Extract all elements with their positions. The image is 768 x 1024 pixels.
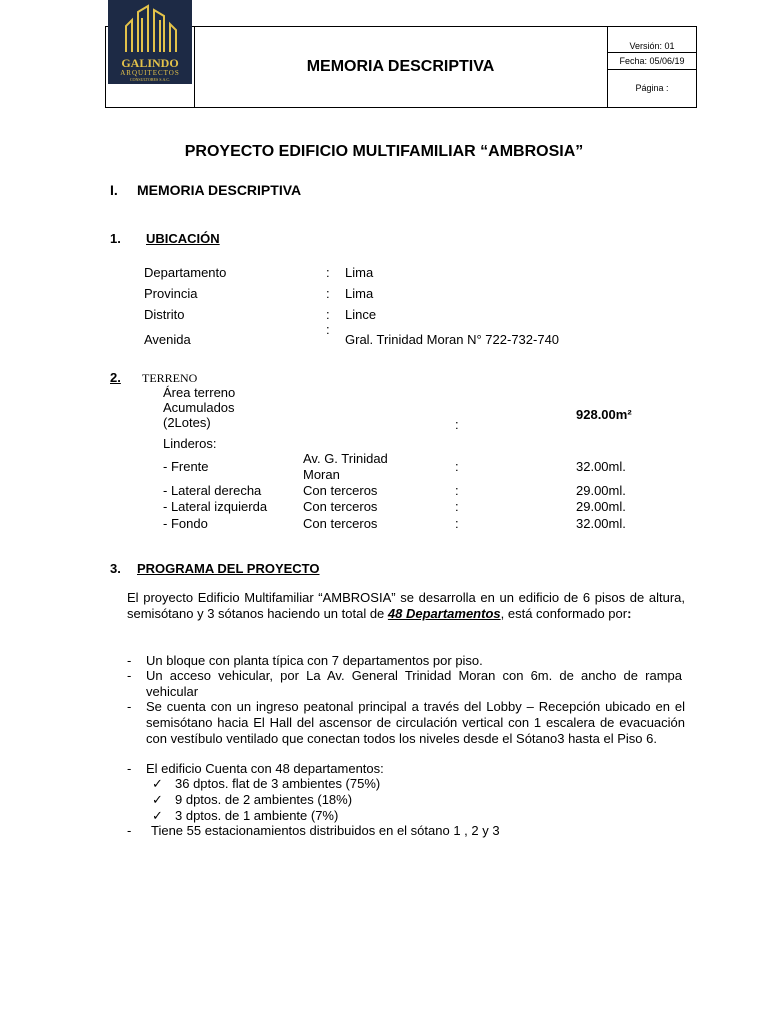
check-icon: ✓ xyxy=(152,776,163,791)
section-title: MEMORIA DESCRIPTIVA xyxy=(137,182,302,198)
list-dash: - xyxy=(127,653,132,668)
location-value: Lima xyxy=(345,265,374,280)
header-divider xyxy=(607,26,608,108)
list-item: Tiene 55 estacionamientos distribuidos en el sótano 1 , 2 y 3 xyxy=(151,823,500,838)
boundary-desc: Av. G. Trinidad xyxy=(303,451,388,466)
subsection-title: TERRENO xyxy=(142,371,198,385)
header-divider xyxy=(607,69,697,70)
boundary-value: 32.00ml. xyxy=(576,516,626,531)
location-label: Avenida xyxy=(144,332,191,347)
location-sep: : xyxy=(326,307,330,322)
area-label: (2Lotes) xyxy=(163,415,211,430)
intro-text: , está conformado por xyxy=(500,606,628,621)
location-sep: : xyxy=(326,286,330,301)
location-value: Gral. Trinidad Moran N° 722-732-740 xyxy=(345,332,560,347)
location-sep: : xyxy=(326,322,330,337)
page-label: Página : xyxy=(635,83,669,93)
company-logo xyxy=(108,0,192,84)
date-label: Fecha: 05/06/19 xyxy=(619,56,685,66)
list-dash: - xyxy=(127,761,132,776)
location-value: Lima xyxy=(345,286,374,301)
boundary-sep: : xyxy=(455,459,459,474)
location-label: Distrito xyxy=(144,307,185,322)
boundary-value: 32.00ml. xyxy=(576,459,626,474)
location-sep: : xyxy=(326,265,330,280)
area-value: 928.00m² xyxy=(576,407,632,422)
location-label: Provincia xyxy=(144,286,198,301)
list-item: El edificio Cuenta con 48 departamentos: xyxy=(146,761,384,776)
list-dash: - xyxy=(127,668,132,683)
subsection-number: 3. xyxy=(110,561,121,576)
boundary-label: - Fondo xyxy=(163,516,208,531)
subsection-title: PROGRAMA DEL PROYECTO xyxy=(137,561,320,576)
area-label: Área terreno xyxy=(163,385,236,400)
document-title: MEMORIA DESCRIPTIVA xyxy=(306,58,495,75)
program-intro xyxy=(127,590,685,622)
location-label: Departamento xyxy=(144,265,227,280)
check-item: 3 dptos. de 1 ambiente (7%) xyxy=(175,808,339,823)
boundary-value: 29.00ml. xyxy=(576,483,626,498)
linderos-label: Linderos: xyxy=(163,436,217,451)
boundary-label: - Lateral derecha xyxy=(163,483,262,498)
subsection-title: UBICACIÓN xyxy=(146,231,220,246)
boundary-desc: Moran xyxy=(303,467,340,482)
boundary-desc: Con terceros xyxy=(303,483,378,498)
boundary-sep: : xyxy=(455,516,459,531)
intro-text: : xyxy=(627,606,632,621)
area-sep: : xyxy=(455,417,459,432)
boundary-label: - Lateral izquierda xyxy=(163,499,268,514)
logo-sub: ARQUITECTOS xyxy=(120,69,180,77)
list-item: Se cuenta con un ingreso peatonal principal a través del Lobby – Recepción ubicado en el semisótano hacia El Hall del ascensor de circulación vertical con 1 escalera de evacuación con vestíbulo ventilado que conectan todos los niveles desde el Sótano3 hasta el Piso 6. xyxy=(146,699,685,746)
location-value: Lince xyxy=(345,307,377,322)
intro-text: El proyecto Edificio Multifamiliar “AMBROSIA” se desarrolla en un edificio de 6 pisos de altura, semisótano y 3 sótanos haciendo un total de xyxy=(127,590,685,621)
list-dash: - xyxy=(127,699,132,714)
logo-name: GALINDO xyxy=(121,56,179,70)
version-label: Versión: 01 xyxy=(629,41,675,51)
list-dash: - xyxy=(127,823,132,838)
boundary-sep: : xyxy=(455,483,459,498)
boundary-desc: Con terceros xyxy=(303,516,378,531)
area-label: Acumulados xyxy=(163,400,235,415)
boundary-sep: : xyxy=(455,499,459,514)
section-number: I. xyxy=(110,182,118,198)
list-item: Un acceso vehicular, por La Av. General Trinidad Moran con 6m. de ancho de rampa vehicular xyxy=(146,668,682,699)
check-item: 36 dptos. flat de 3 ambientes (75%) xyxy=(175,776,381,791)
boundary-desc: Con terceros xyxy=(303,499,378,514)
logo-sub2: CONSULTORES S.A.C. xyxy=(129,77,170,82)
project-title: PROYECTO EDIFICIO MULTIFAMILIAR “AMBROSIA” xyxy=(184,143,584,160)
list-item: Un bloque con planta típica con 7 departamentos por piso. xyxy=(146,653,483,668)
check-item: 9 dptos. de 2 ambientes (18%) xyxy=(175,792,353,807)
check-icon: ✓ xyxy=(152,792,163,807)
subsection-number: 2. xyxy=(110,370,121,385)
boundary-value: 29.00ml. xyxy=(576,499,626,514)
boundary-label: - Frente xyxy=(163,459,209,474)
subsection-number: 1. xyxy=(110,231,121,246)
intro-highlight: 48 Departamentos xyxy=(387,606,501,621)
header-divider xyxy=(607,52,697,53)
check-icon: ✓ xyxy=(152,808,163,823)
